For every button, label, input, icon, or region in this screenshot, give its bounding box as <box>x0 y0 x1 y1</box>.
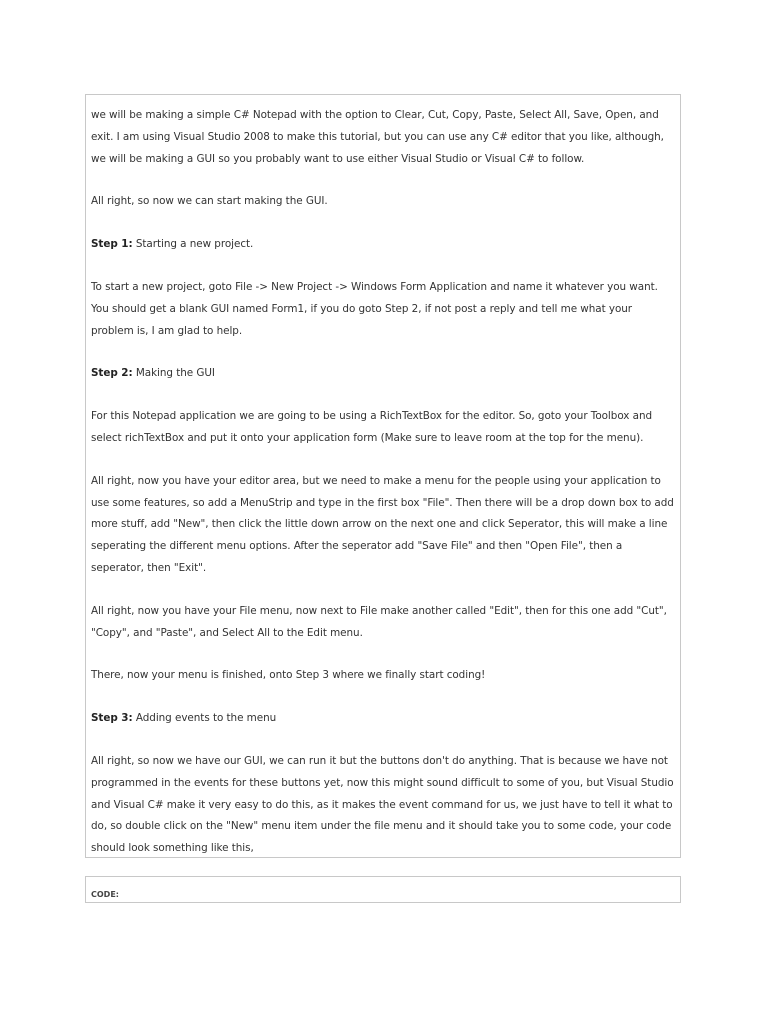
step-3-label: Step 3: <box>91 712 133 725</box>
step-1-heading: Step 1: Starting a new project. <box>91 238 254 251</box>
paragraph-edit-menu: All right, now you have your File menu, now next to File make another called "Edit", then for this one add "Cut", "Copy", and "Paste", and Select All to the Edit menu. <box>91 604 667 639</box>
paragraph-richtextbox: For this Notepad application we are going to be using a RichTextBox for the editor. So, goto your Toolbox and select richTextBox and put it onto your application form (Make sure to leave room at the top for the menu). <box>91 410 653 444</box>
paragraph-menustrip: All right, now you have your editor area, but we need to make a menu for the people using your application to use some features, so add a MenuStrip and type in the first box "File". Then there will be a drop down box to add more stuff, add "New", then click the little down arrow on the next one and click Seperator, this will make a line seperating the different menu options. After the seperator add "Save File" and then "Open File", then a seperator, then "Exit". <box>91 474 674 574</box>
paragraph-intro: we will be making a simple C# Notepad with the option to Clear, Cut, Copy, Paste, Select All, Save, Open, and exit. I am using Visual Studio 2008 to make this tutorial, but you can use any C# editor that you like, although, we will be making a GUI so you probably want to use either Visual Studio or Visual C# to follow. <box>91 109 664 165</box>
code-block <box>85 876 681 903</box>
paragraph-start-gui: All right, so now we can start making the GUI. <box>91 195 328 208</box>
code-label: CODE: <box>91 890 119 899</box>
step-1-label: Step 1: <box>91 238 133 251</box>
paragraph-menu-finished: There, now your menu is finished, onto Step 3 where we finally start coding! <box>91 669 486 682</box>
step-2-heading: Step 2: Making the GUI <box>91 367 215 380</box>
step-2-label: Step 2: <box>91 367 133 380</box>
paragraph-events: All right, so now we have our GUI, we can run it but the buttons don't do anything. That is because we have not programmed in the events for these buttons yet, now this might sound difficult to some of you, but Visual Studio and Visual C# make it very easy to do this, as it makes the event command for us, we just have to tell it what to do, so double click on the "New" menu item under the file menu and it should take you to some code, your code should look something like this, <box>91 754 674 855</box>
tutorial-post-body <box>85 94 681 858</box>
step-3-heading: Step 3: Adding events to the menu <box>91 712 277 725</box>
paragraph-new-project: To start a new project, goto File -> New Project -> Windows Form Application and name it whatever you want. You should get a blank GUI named Form1, if you do goto Step 2, if not post a reply and tell me what your problem is, I am glad to help. <box>91 280 658 337</box>
